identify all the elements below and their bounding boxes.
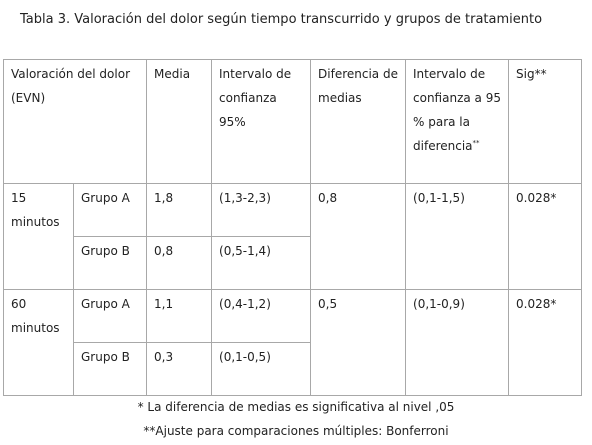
header-row	[4, 60, 582, 184]
table-caption: Tabla 3. Valoración del dolor según tiempo transcurrido y grupos de tratamiento	[20, 12, 543, 27]
table-row	[4, 290, 582, 343]
time-cell: 60 minutos	[4, 290, 74, 396]
intervalo-diferencia-cell: (0,1-0,9)	[406, 290, 509, 396]
media-cell: 0,8	[147, 237, 212, 290]
header-valoracion: Valoración del dolor (EVN)	[4, 60, 147, 184]
group-cell: Grupo A	[74, 290, 147, 343]
footnote-significance: * La diferencia de medias es significativa al nivel ,05	[137, 400, 455, 414]
header-media: Media	[147, 60, 212, 184]
intervalo-cell: (0,5-1,4)	[212, 237, 311, 290]
header-intervalo: Intervalo de confianza 95%	[212, 60, 311, 184]
diferencia-cell: 0,8	[311, 184, 406, 290]
media-cell: 1,1	[147, 290, 212, 343]
media-cell: 1,8	[147, 184, 212, 237]
intervalo-cell: (0,1-0,5)	[212, 343, 311, 396]
intervalo-cell: (1,3-2,3)	[212, 184, 311, 237]
intervalo-cell: (0,4-1,2)	[212, 290, 311, 343]
sig-cell: 0.028*	[509, 184, 582, 290]
group-cell: Grupo A	[74, 184, 147, 237]
table-row	[4, 184, 582, 237]
group-cell: Grupo B	[74, 237, 147, 290]
results-table	[3, 59, 582, 396]
footnote-bonferroni: **Ajuste para comparaciones múltiples: Bonferroni	[143, 424, 449, 438]
header-sig: Sig**	[509, 60, 582, 184]
intervalo-diferencia-cell: (0,1-1,5)	[406, 184, 509, 290]
header-intervalo-diferencia	[406, 60, 509, 184]
header-intervalo-diferencia-text: Intervalo de confianza a 95 % para la diferencia	[413, 67, 501, 153]
time-cell: 15 minutos	[4, 184, 74, 290]
group-cell: Grupo B	[74, 343, 147, 396]
footnote-marker: **	[472, 139, 480, 147]
media-cell: 0,3	[147, 343, 212, 396]
diferencia-cell: 0,5	[311, 290, 406, 396]
header-diferencia: Diferencia de medias	[311, 60, 406, 184]
sig-cell: 0.028*	[509, 290, 582, 396]
